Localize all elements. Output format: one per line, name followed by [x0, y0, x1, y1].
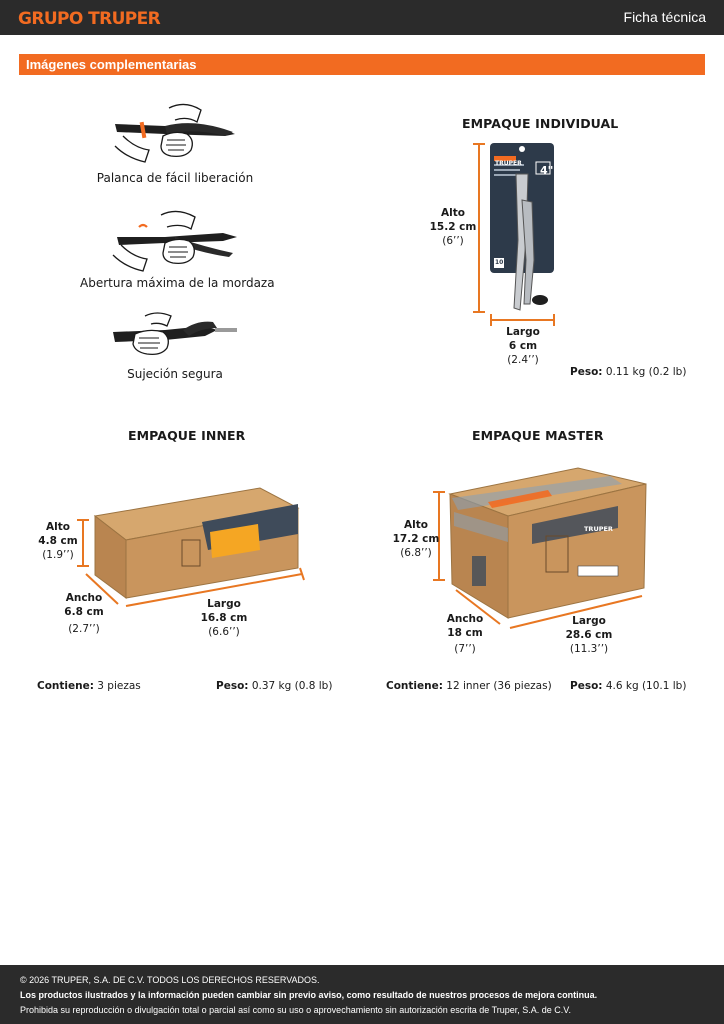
- feature-caption: Abertura máxima de la mordaza: [80, 276, 275, 290]
- master-alto: Alto 17.2 cm (6.8’’): [392, 519, 440, 559]
- master-box-illustration: [428, 462, 658, 634]
- feature-release-lever: [80, 96, 270, 185]
- footer: [0, 965, 724, 1024]
- feature-secure-grip: [80, 310, 270, 381]
- master-heading: EMPAQUE MASTER: [472, 428, 604, 443]
- individual-pack-count: 10: [495, 259, 504, 266]
- doc-type-label: Ficha técnica: [623, 9, 706, 25]
- inner-weight: Peso: 0.37 kg (0.8 lb): [216, 680, 333, 692]
- feature-caption: Sujeción segura: [127, 367, 223, 381]
- master-largo: Largo 28.6 cm (11.3’’): [565, 615, 613, 655]
- inner-contents: Contiene: 3 piezas: [37, 680, 141, 692]
- footer-prohibition: Prohibida su reproducción o divulgación total o parcial así como su uso o aprovechamiento sin autorización escrita de Truper, S.A. de C.V.: [20, 1005, 571, 1015]
- plier-grip-icon: [105, 310, 245, 364]
- individual-pack-brand: TRUPER: [495, 160, 522, 167]
- inner-ancho: Ancho 6.8 cm (2.7’’): [64, 592, 104, 635]
- brand-logo: GRUPO TRUPER: [18, 9, 161, 29]
- master-weight: Peso: 4.6 kg (10.1 lb): [570, 680, 687, 692]
- top-bar: [0, 0, 724, 35]
- plier-release-icon: [105, 96, 245, 168]
- inner-alto: Alto 4.8 cm (1.9’’): [38, 521, 78, 561]
- feature-jaw-opening: [80, 207, 275, 290]
- individual-weight: Peso: 0.11 kg (0.2 lb): [570, 366, 687, 378]
- master-box-brand: TRUPER: [584, 525, 613, 533]
- master-ancho: Ancho 18 cm (7’’): [446, 613, 484, 655]
- section-title: Imágenes complementarias: [26, 57, 197, 72]
- footer-notice: Los productos ilustrados y la información pueden cambiar sin previo aviso, como resultado de nuestros procesos de mejora continua.: [20, 990, 598, 1000]
- inner-largo: Largo 16.8 cm (6.6’’): [200, 598, 248, 638]
- individual-heading: EMPAQUE INDIVIDUAL: [462, 116, 619, 131]
- plier-open-icon: [105, 207, 245, 273]
- individual-largo: Largo 6 cm (2.4’’): [506, 326, 540, 366]
- master-contents: Contiene: 12 inner (36 piezas): [386, 680, 552, 692]
- feature-caption: Palanca de fácil liberación: [96, 171, 254, 185]
- individual-pack-size: 4": [540, 164, 554, 177]
- inner-heading: EMPAQUE INNER: [128, 428, 246, 443]
- footer-copyright: © 2026 TRUPER, S.A. DE C.V. TODOS LOS DERECHOS RESERVADOS.: [20, 975, 320, 985]
- section-title-bar: [19, 54, 705, 75]
- individual-alto: Alto 15.2 cm (6’’): [429, 207, 477, 247]
